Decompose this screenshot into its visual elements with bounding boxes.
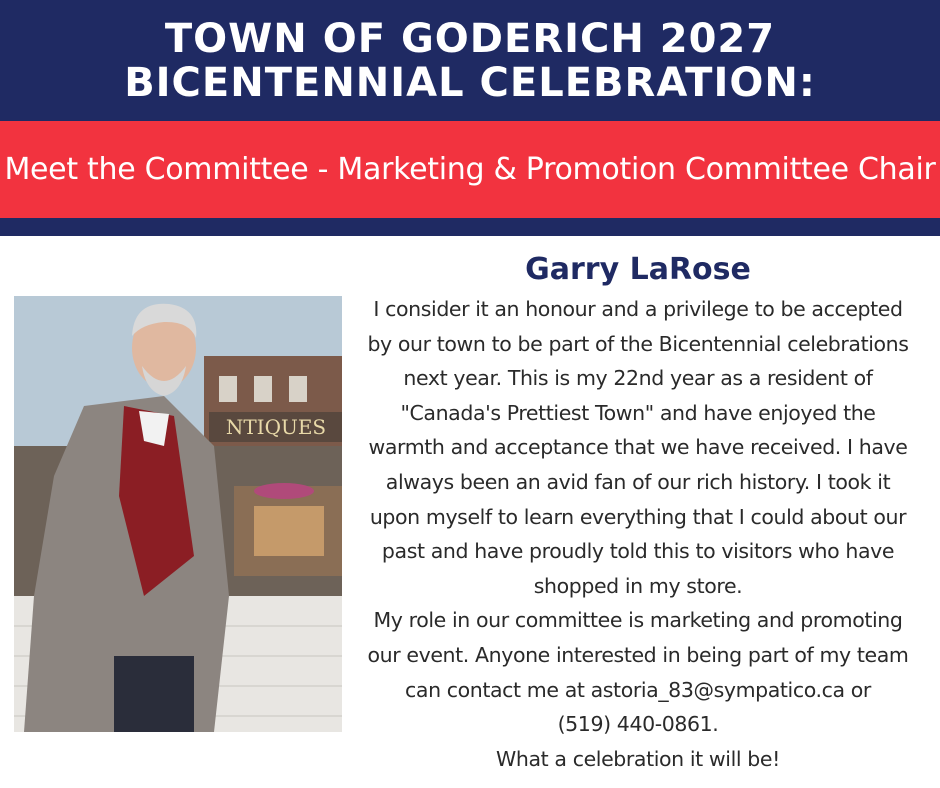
subtitle: Meet the Committee - Marketing & Promotion Committee Chair	[4, 152, 936, 187]
bio-line: can contact me at astoria_83@sympatico.ca or	[405, 677, 871, 702]
bio-line: My role in our committee is marketing and promoting	[373, 608, 903, 633]
bio-line: our event. Anyone interested in being part of my team	[367, 642, 909, 667]
bio-line: past and have proudly told this to visitors who have	[381, 539, 895, 564]
title-banner	[0, 0, 940, 121]
divider-strip	[0, 218, 940, 236]
bio-line: warmth and acceptance that we have received. I have	[368, 435, 908, 460]
bio-line: next year. This is my 22nd year as a resident of	[403, 366, 873, 391]
title-line-1: TOWN OF GODERICH 2027	[164, 15, 776, 62]
person-name: Garry LaRose	[525, 252, 751, 287]
profile-content	[352, 250, 924, 776]
bio-line: by our town to be part of the Bicentennial celebrations	[367, 331, 909, 356]
bio-line: "Canada's Prettiest Town" and have enjoyed the	[400, 400, 876, 425]
subtitle-band	[0, 121, 940, 218]
bio-line: I consider it an honour and a privilege to be accepted	[373, 297, 903, 321]
portrait-photo	[14, 296, 342, 732]
bio-line: upon myself to learn everything that I could about our	[369, 504, 907, 529]
bio-line: (519) 440-0861.	[557, 712, 719, 737]
bio-line: What a celebration it will be!	[496, 746, 780, 771]
bio-line: shopped in my store.	[533, 573, 743, 598]
store-sign-text: NTIQUES	[225, 415, 327, 439]
title-line-2: BICENTENNIAL CELEBRATION:	[124, 59, 816, 106]
bio-line: always been an avid fan of our rich history. I took it	[385, 469, 891, 494]
bio-text	[352, 292, 924, 776]
